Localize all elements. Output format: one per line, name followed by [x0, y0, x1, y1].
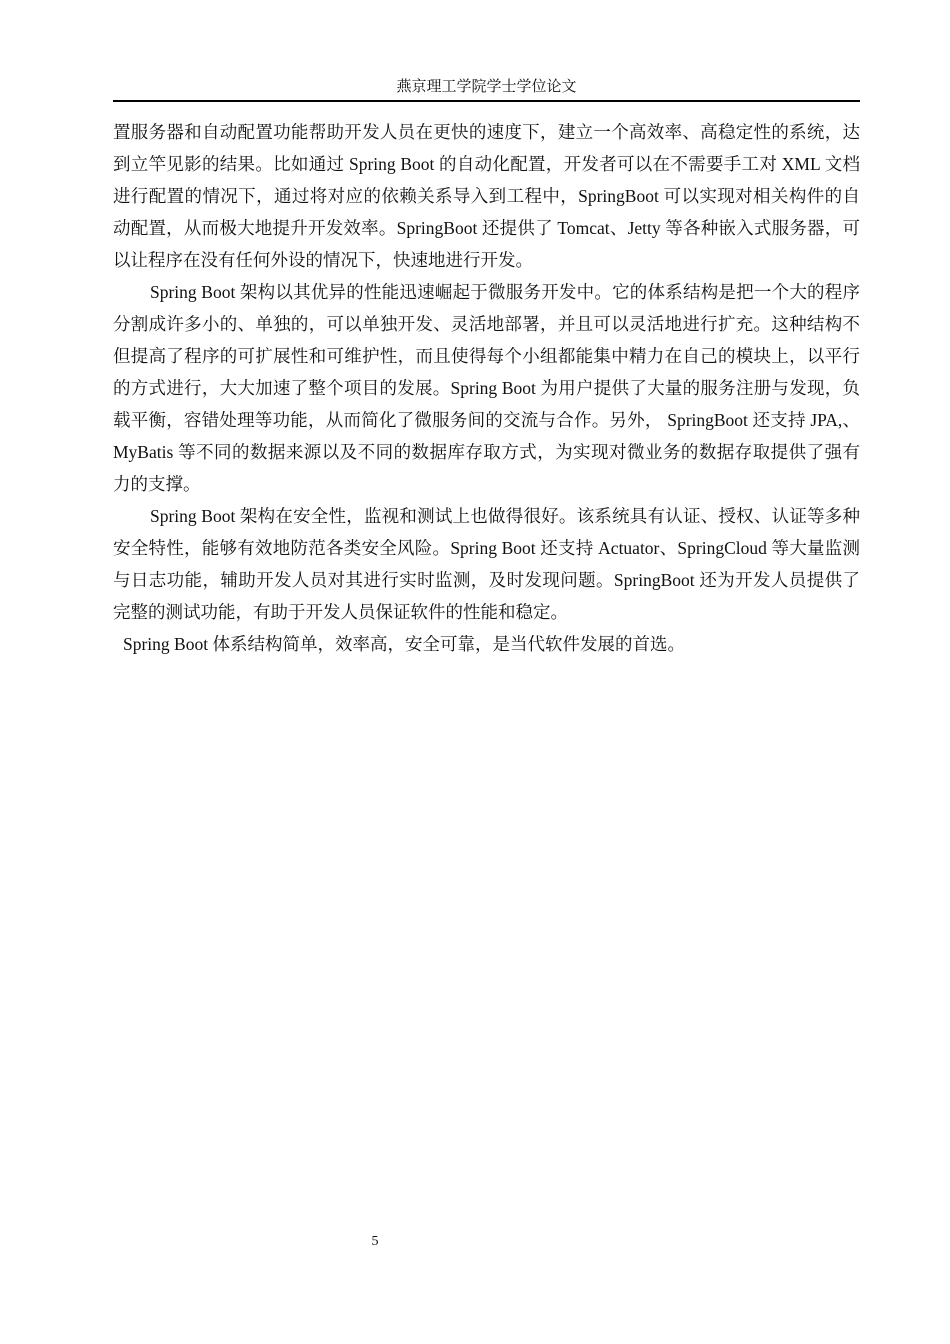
paragraph-4: Spring Boot 体系结构简单，效率高，安全可靠，是当代软件发展的首选。 — [123, 634, 685, 654]
page-header — [113, 76, 860, 102]
page-body — [113, 116, 860, 660]
header-title: 燕京理工学院学士学位论文 — [396, 79, 577, 95]
paragraph-2: Spring Boot 架构以其优异的性能迅速崛起于微服务开发中。它的体系结构是把一个大的程序分割成许多小的、单独的，可以单独开发、灵活地部署，并且可以灵活地进行扩充。这种结构不但提高了程序的可扩展性和可维护性，而且使得每个小组都能集中精力在自己的模块上，以平行的方式进行，大大加速了整个项目的发展。Spring Boot 为用户提供了大量的服务注册与发现，负载平衡，容错处理等功能，从而简化了微服务间的交流与合作。另外， SpringBoot 还支持 JPA,、MyBatis 等不同的数据来源以及不同的数据库存取方式，为实现对微业务的数据存取提供了强有力的支撑。 — [113, 282, 860, 494]
paragraph-1: 置服务器和自动配置功能帮助开发人员在更快的速度下，建立一个高效率、高稳定性的系统，达到立竿见影的结果。比如通过 Spring Boot 的自动化配置，开发者可以在不需要手工对 XML 文档进行配置的情况下，通过将对应的依赖关系导入到工程中，SpringBoot 可以实现对相关构件的自动配置，从而极大地提升开发效率。SpringBoot 还提供了 Tomcat、Jetty 等各种嵌入式服务器，可以让程序在没有任何外设的情况下，快速地进行开发。 — [113, 122, 860, 270]
paragraph-3: Spring Boot 架构在安全性，监视和测试上也做得很好。该系统具有认证、授权、认证等多种安全特性，能够有效地防范各类安全风险。Spring Boot 还支持 Actuator、SpringCloud 等大量监测与日志功能，辅助开发人员对其进行实时监测，及时发现问题。SpringBoot 还为开发人员提供了完整的测试功能，有助于开发人员保证软件的性能和稳定。 — [113, 506, 860, 622]
page-number: 5 — [371, 1234, 379, 1249]
